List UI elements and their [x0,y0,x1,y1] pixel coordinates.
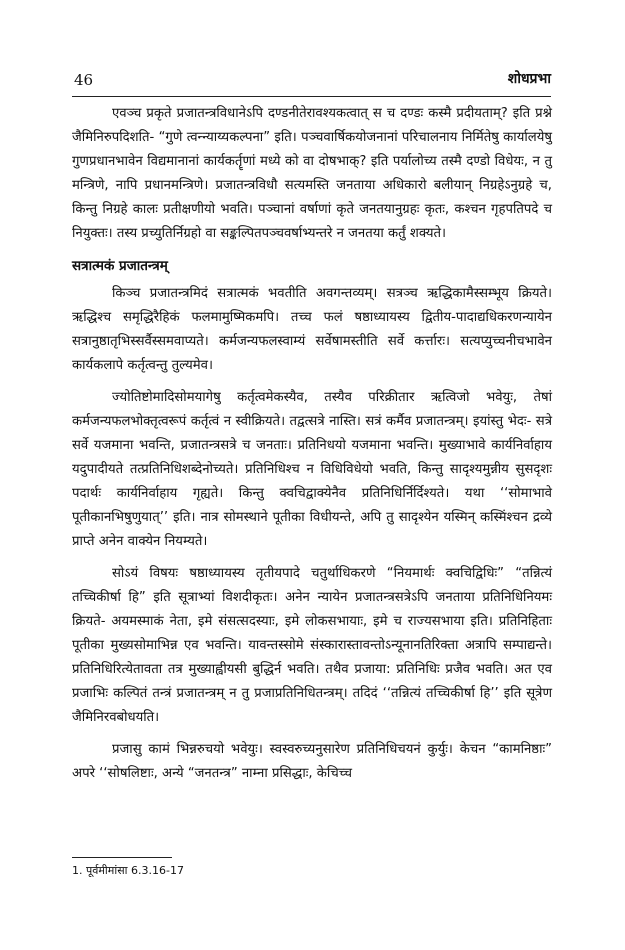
paragraph: सोऽयं विषयः षष्ठाध्यायस्य तृतीयपादे चतुर्थाधिकरणे “नियमार्थः क्वचिद्विधिः” “तन्नित्यं तच्चिकीर्षा हि” इति सूत्राभ्यां विशदीकृतः। अनेन न्यायेन प्रजातन्त्रसत्रेऽपि जनताया प्रतिनिधिनियमः क्रियते- अयमस्माकं नेता, इमे संसत्सदस्याः, इमे लोकसभायाः, इमे च राज्यसभाया इति। प्रतिनिहिताः पूतीका मुख्यसोमाभिन्न एव भवन्ति। यावन्तस्सोमे संस्कारास्तावन्तोऽन्यूनानतिरिक्ता अत्रापि सम्पाद्यन्ते। प्रतिनिधिरित्येतावता तत्र मुख्याह्वीयसी बुद्धिर्न भवति। तथैव प्रजाया: प्रतिनिधिः प्रजैव भवति। अत एव प्रजाभिः कल्पितं तन्त्रं प्रजातन्त्रम् न तु प्रजाप्रतिनिधितन्त्रम्। तदिदं ‘‘तन्नित्यं तच्चिकीर्षा हि’’ इति सूत्रेण जैमिनिरवबोधयति। [72,566,552,725]
running-title: शोधप्रभा [507,71,551,87]
paragraph: एवञ्च प्रकृते प्रजातन्त्रविधानेऽपि दण्डनीतेरावश्यकत्वात् स च दण्डः कस्मै प्रदीयताम्? इति प्रश्ने जैमिनिरुपदिशति- “गुणे त्वन्न्याय्यकल्पना” इति। पञ्चवार्षिकयोजनानां परिचालनाय निर्मितेषु कार्यालयेषु गुणप्रधानभावेन विद्यमानानां कार्यकर्तॄणां मध्ये को वा दोषभाक्? इति पर्यालोच्य तस्मै दण्डो विधेयः, न तु मन्त्रिणे, नापि प्रधानमन्त्रिणे। प्रजातन्त्रविधौ सत्यमस्ति जनताया अधिकारो बलीयान् निग्रहेऽनुग्रहे च, किन्तु निग्रहे कालः प्रतीक्षणीयो भवति। पञ्चानां वर्षाणां कृते जनतयानुग्रहः कृतः, कश्चन गृहपतिपदे च नियुक्तः। तस्य प्रच्युतिर्निग्रहो वा सङ्कल्पितपञ्चवर्षाभ्यन्तरे न जनतया कर्तुं शक्यते। [72,106,552,241]
footnote-rule [72,857,172,858]
paragraph: ज्योतिष्टोमादिसोमयागेषु कर्तृत्वमेकस्यैव, तस्यैव परिक्रीतार ऋत्विजो भवेयुः, तेषां कर्मजन्यफलभोक्तृत्वरूपं कर्तृत्वं न स्वीक्रियते। तद्वत्सत्रे नास्ति। सत्रं कर्मैव प्रजातन्त्रम्। इयांस्तु भेदः- सत्रे सर्वे यजमाना भवन्ति, प्रजातन्त्रसत्रे च जनताः। प्रतिनिधयो यजमाना भवन्ति। मुख्याभावे कार्यनिर्वाहाय यदुपादीयते तत्प्रतिनिधिशब्देनोच्यते। प्रतिनिधिश्च न विधिविधेयो भवति, किन्तु सादृश्यमुन्नीय सुसदृशः पदार्थः कार्यनिर्वाहाय गृह्यते। किन्तु क्वचिद्वाक्येनैव प्रतिनिधिर्निर्दिश्यते। यथा ‘‘सोमाभावे पूतीकानभिषुणुयात्’’ इति। नात्र सोमस्थाने पूतीका विधीयन्ते, अपि तु सादृश्येन यस्मिन् कस्मिंश्चन द्रव्ये प्राप्ते अनेन वाक्येन नियम्यते। [72,390,552,549]
page-number: 46 [74,71,94,89]
footnote: 1. पूर्वमीमांसा 6.3.16-17 [72,864,184,877]
body-text [72,102,552,794]
paragraph: किञ्च प्रजातन्त्रमिदं सत्रात्मकं भवतीति अवगन्तव्यम्। सत्रञ्च ऋद्धिकामैस्सम्भूय क्रियते। ऋद्धिश्च समृद्धिरैहिकं फलमामुष्मिकमपि। तच्च फलं षष्ठाध्यायस्य द्वितीय-पादाद्यधिकरणन्यायेन सत्रानुष्ठातृभिस्सर्वैस्समवाप्यते। कर्मजन्यफलस्वाम्यं सर्वेषामस्तीति सर्वे कर्त्तारः। सत्यप्युच्चनीचभावेन कार्यकलापे कर्तृत्वन्तु तुल्यमेव। [72,286,552,373]
header-rule [72,96,551,97]
section-heading: सत्रात्मकं प्रजातन्त्रम् [72,258,168,274]
paragraph: प्रजासु कामं भिन्नरुचयो भवेयुः। स्वस्वरुच्यनुसारेण प्रतिनिधिचयनं कुर्युः। केचन “कामनिष्ठाः” अपरे ‘‘सोषलिष्टाः, अन्ये “जनतन्त्र” नाम्ना प्रसिद्धाः, केचिच्च [72,742,552,781]
